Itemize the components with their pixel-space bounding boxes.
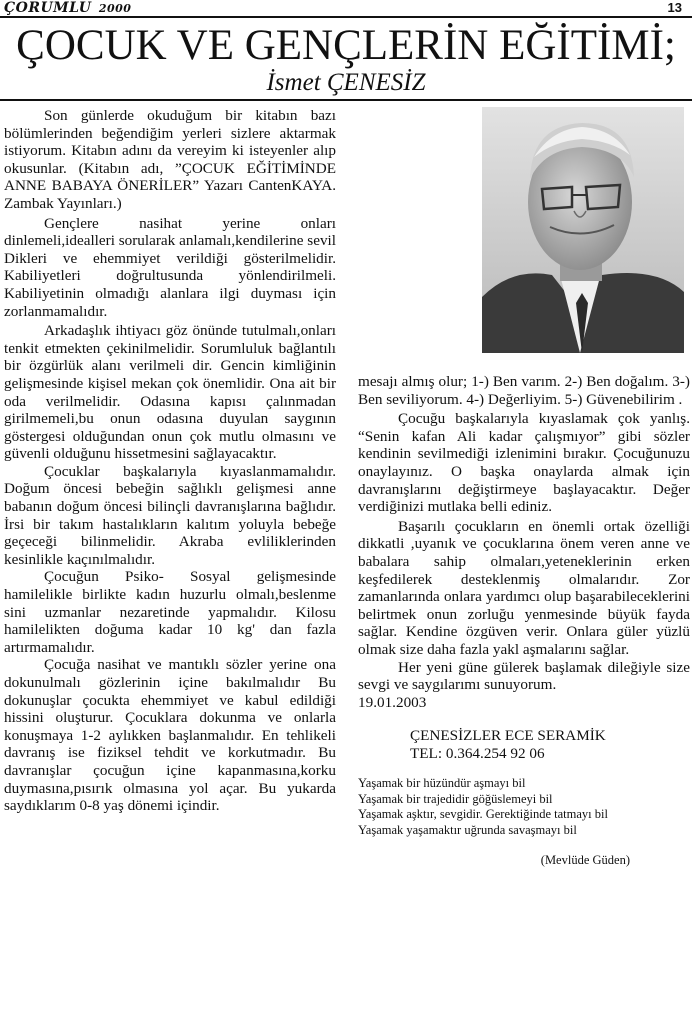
paragraph: Çocuklar başkalarıyla kıyaslanmamalıdır. Doğum öncesi bebeğin sağlıklı gelişmesi anne babanın doğum öncesi bilinçli davranışlarına bağlıdır. İrsi bir takım hastalıkların kalıtım yoluyla bebeğe geçeceği bilinmelidir. Akraba evliliklerinden kesinlikle kaçınılmalıdır. [4, 462, 336, 568]
paragraph: Her yeni güne gülerek başlamak dileğiyle size sevgi ve saygılarımı sunuyorum. [358, 658, 690, 694]
paragraph: Gençlere nasihat yerine onları dinlemeli,idealleri sorularak anlamalı,kendilerine sevil Dikleri ve ehemmiyet verildiği gösterilmelidir. Kabiliyetleri doğrultusunda yönlendirilmeli. Kabiliyetinin olmadığı alanlara ilgi duyması için zorlanmamalıdır. [4, 214, 336, 320]
signature-block [358, 727, 690, 762]
paragraph: Arkadaşlık ihtiyacı göz önünde tutulmalı,onları tenkit etmekten çekinilmelidir. Sorumluluk bağlantılı bir özgürlük alanı verilmeli dir. Gencin kimliğinin gelişmesinde kişisel mekan çok önemlidir. Ona ait bir oda verilmelidir. Odasına kapısı çalınmadan girilmemeli,bu onun odasına duyulan saygının göstergesi olduğundan onun çok mutlu olmasını ve güvenli olduğunu hissetmesini sağlayacaktır. [4, 322, 336, 463]
poem-author: (Mevlüde Güden) [540, 853, 630, 868]
right-column [358, 373, 690, 870]
signature-phone: TEL: 0.364.254 92 06 [410, 744, 545, 762]
title-rule [0, 99, 692, 101]
poem-line: Yaşamak bir hüzündür aşmayı bil [358, 776, 526, 791]
header-rule [0, 16, 692, 18]
signature-name: ÇENESİZLER ECE SERAMİK [410, 727, 606, 745]
article-date: 19.01.2003 [358, 693, 427, 711]
author-photo [482, 107, 684, 353]
poem-line: Yaşamak yaşamaktır uğrunda savaşmayı bil [358, 822, 577, 837]
portrait-image [482, 107, 684, 353]
poem-line: Yaşamak bir trajedidir göğüslemeyi bil [358, 791, 553, 806]
article-title: ÇOCUK VE GENÇLERİN EĞİTİMİ; [16, 22, 676, 69]
page-number: 13 [667, 0, 682, 15]
paragraph: Çocuğa nasihat ve mantıklı sözler yerine ona dokunulmalı gözlerinin içine bakılmalıdır Bu dokunuşlar çocukta ehemmiyet ve kabul edildiği hissini oluşturur. Çocuklara dokunma ve onlarla konuşmaya 1-2 aylıkken başlanmalıdır. En tehlikeli davranış ise fiziksel tehdit ve korkutmadır. Bu davranışlar çocuğun içine kapanmasına,korku duymasına,pısırık olmasına yol açar. Bu yukarda saydıklarım 0-8 yaş dönemi içindir. [4, 656, 336, 815]
paragraph: Çocuğun Psiko- Sosyal gelişmesinde hamilelikle birlikte kadın huzurlu olmalı,beslenme sini uzmanlar nezaretinde yapmalıdır. Kilosu hamilelikten doğuma kadar 10 kg' dan fazla artırmamalıdır. [4, 568, 336, 656]
publication-name: ÇORUMLU [4, 0, 92, 16]
article-author: İsmet ÇENESİZ [266, 69, 426, 96]
publication-header [4, 0, 131, 16]
poem [358, 776, 690, 838]
paragraph: Son günlerde okuduğum bir kitabın bazı bölümlerinden beğendiğim yerleri sizlere aktarmak istiyorum. Kitabın adını da vereyim ki isteyenler alıp okusunlar. (Kitabın adı, ”ÇOCUK EĞİTİMİNDE ANNE BABAYA ÖNERİLER” Yazarı CantenKAYA. Zambak Yayınları.) [4, 107, 336, 212]
paragraph: Çocuğu başkalarıyla kıyaslamak çok yanlış. “Senin kafan Ali kadar çalışmıyor” gibi sözler kendinin sevilmediği izlenimini bırakır. Çocuğunuzu onaylayınız. O başka onaylarda almak için davranışlarını değiştirmeye başlayacaktır. Değer verdiğinizi mutlaka belli ediniz. [358, 410, 690, 516]
paragraph: Başarılı çocukların en önemli ortak özelliği dikkatli ,uyanık ve çocuklarına önem veren anne ve babalara sahip olmaları,yeteneklerinin erken keşfedilerek desteklenmiş olmalarıdır. Zor zamanlarında onlara yardımcı olup başarabileceklerini belirtmek onun zorluğu yenmesinde büyük fayda sağlar. Kendine özgüven verir. Onlara güler yüzlü olmak size daha fazla yakl aşmalarını sağlar. [358, 517, 690, 658]
left-column [4, 107, 336, 815]
poem-line: Yaşamak aşktır, sevgidir. Gerektiğinde tatmayı bil [358, 807, 608, 822]
paragraph: mesajı almış olur; 1-) Ben varım. 2-) Ben doğalım. 3-) Ben seviliyorum. 4-) Değerliyim. 5-) Güvenebilirim . [358, 373, 690, 408]
publication-year: 2000 [98, 2, 132, 15]
